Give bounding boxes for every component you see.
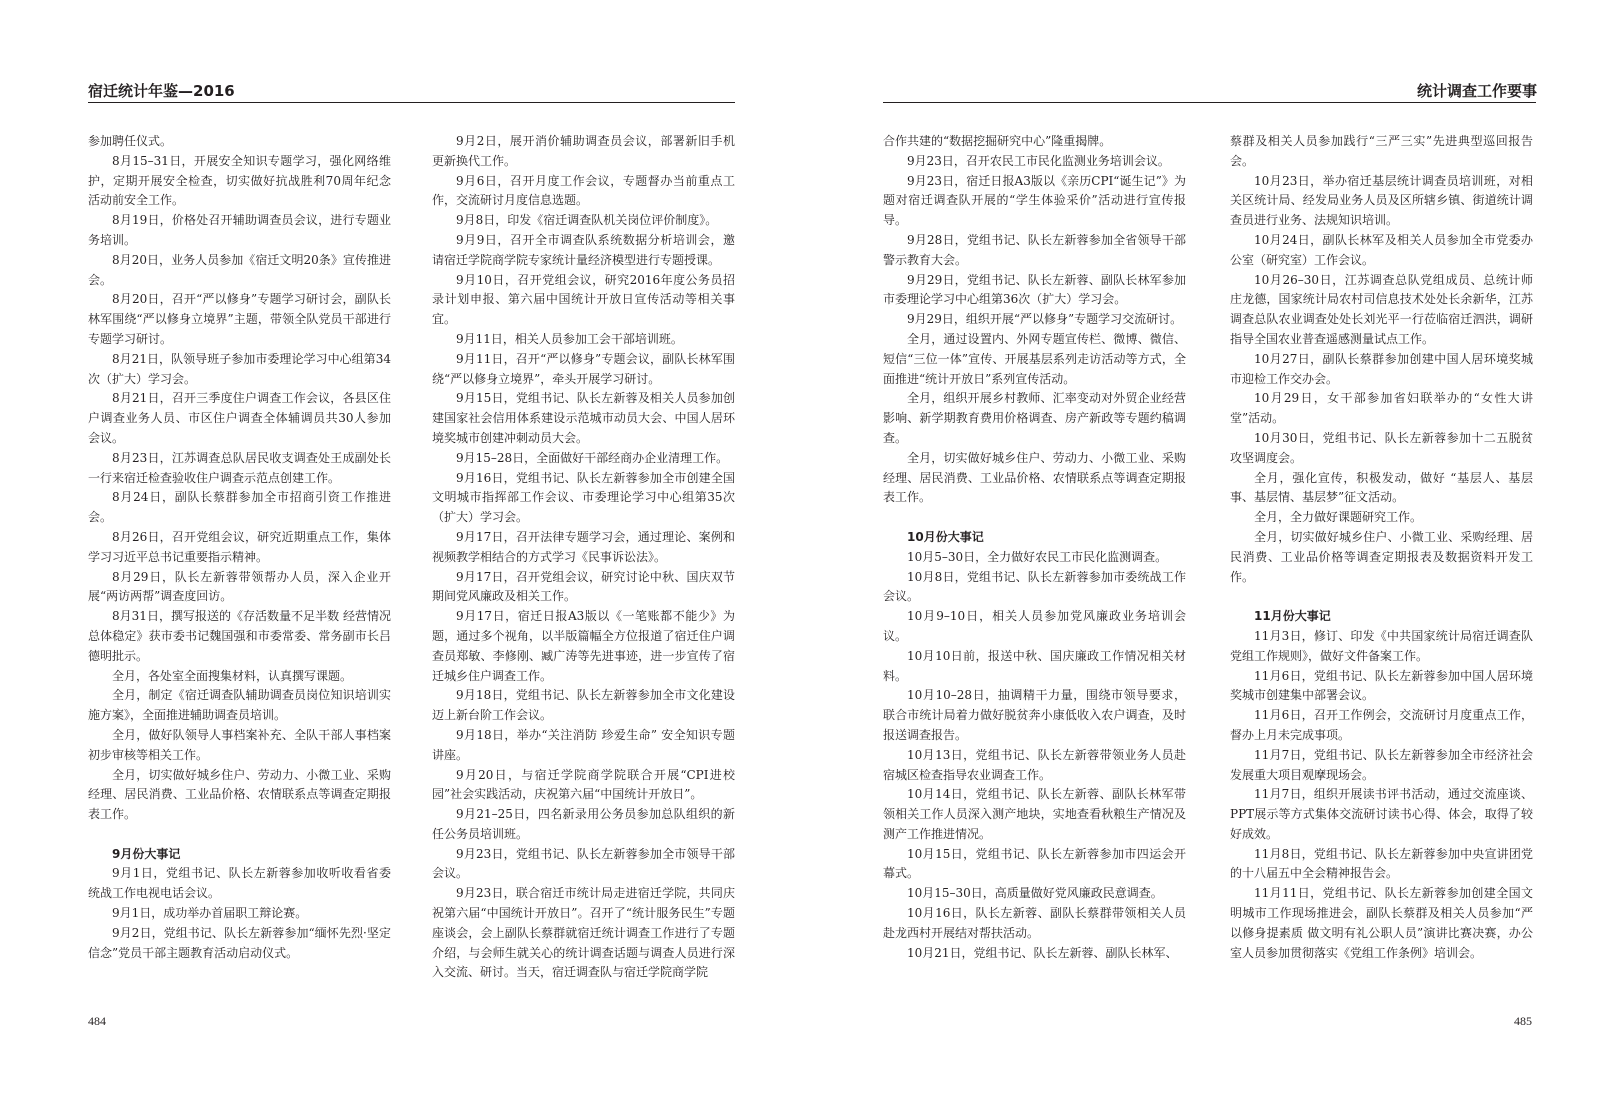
entry-paragraph: 9月23日，党组书记、队长左新蓉参加全市领导干部会议。 [432, 846, 735, 881]
entry-paragraph: 全月，制定《宿迁调查队辅助调查员岗位知识培训实施方案》，全面推进辅助调查员培训。 [88, 688, 391, 723]
entry-paragraph: 全月，全力做好课题研究工作。 [1254, 510, 1423, 525]
entry-paragraph: 全月，切实做好城乡住户、小微工业、采购经理、居民消费、工业品价格等调查定期报表及数据资料开发工作。 [1230, 529, 1533, 584]
section-heading: 11月份大事记 [1254, 609, 1331, 624]
entry-paragraph: 9月15日，党组书记、队长左新蓉及相关人员参加创建国家社会信用体系建设示范城市动员大会、中国人居环境奖城市创建冲刺动员大会。 [432, 391, 735, 445]
entry-paragraph: 11月6日，党组书记、队长左新蓉参加中国人居环境奖城市创建集中部署会议。 [1230, 668, 1533, 703]
entry-paragraph: 9月9日，召开全市调查队系统数据分析培训会，邀请宿迁学院商学院专家统计量经济模型进行专题授课。 [432, 232, 735, 267]
entry-paragraph: 9月10日，召开党组会议，研究2016年度公务员招录计划申报、第六届中国统计开放日宣传活动等相关事宜。 [432, 272, 735, 327]
section-heading: 9月份大事记 [112, 846, 181, 861]
page-number: 485 [1514, 1014, 1532, 1028]
left-page [0, 0, 770, 1099]
continued-paragraph: 参加聘任仪式。 [88, 134, 173, 148]
entry-paragraph: 9月1日，党组书记、队长左新蓉参加收听收看省委统战工作电视电话会议。 [88, 866, 391, 901]
entry-paragraph: 10月10日前，报送中秋、国庆廉政工作情况相关材料。 [883, 648, 1186, 683]
entry-paragraph: 9月11日，相关人员参加工会干部培训班。 [456, 331, 683, 346]
entry-paragraph: 9月15–28日，全面做好干部经商办企业清理工作。 [456, 450, 729, 465]
header-rule [88, 102, 735, 103]
entry-paragraph: 全月，通过设置内、外网专题宣传栏、微博、微信、短信“三位一体”宣传、开展基层系列走访活动等方式，全面推进“统计开放日”系列宣传活动。 [883, 331, 1186, 386]
continued-paragraph: 蔡群及相关人员参加践行“三严三实”先进典型巡回报告会。 [1230, 134, 1533, 168]
entry-paragraph: 10月5–30日，全力做好农民工市民化监测调查。 [907, 549, 1168, 564]
entry-paragraph: 10月15–30日，高质量做好党风廉政民意调查。 [907, 886, 1163, 901]
entry-paragraph: 9月21–25日，四名新录用公务员参加总队组织的新任公务员培训班。 [432, 807, 735, 841]
running-header-title: 统计调查工作要事 [1416, 82, 1537, 100]
entry-paragraph: 10月9–10日，相关人员参加党风廉政业务培训会议。 [883, 609, 1186, 643]
entry-paragraph: 10月8日，党组书记、队长左新蓉参加市委统战工作会议。 [883, 569, 1186, 604]
entry-paragraph: 11月7日，党组书记、队长左新蓉参加全市经济社会发展重大项目观摩现场会。 [1230, 747, 1533, 782]
entry-paragraph: 11月3日，修订、印发《中共国家统计局宿迁调查队党组工作规则》，做好文件备案工作。 [1230, 628, 1533, 663]
entry-paragraph: 9月8日，印发《宿迁调查队机关岗位评价制度》。 [456, 213, 718, 228]
entry-paragraph: 9月20日，与宿迁学院商学院联合开展“CPI进校园”社会实践活动，庆祝第六届“中国统计开放日”。 [432, 767, 735, 802]
entry-paragraph: 11月6日，召开工作例会，交流研讨月度重点工作，督办上月未完成事项。 [1230, 708, 1533, 742]
entry-paragraph: 9月23日，联合宿迁市统计局走进宿迁学院，共同庆祝第六届“中国统计开放日”。召开了“统计服务民生”专题座谈会，会上副队长蔡群就宿迁统计调查工作进行了专题介绍，与会师生就关心的统计调查话题与调查人员进行深入交流、研讨。当天，宿迁调查队与宿迁学院商学院 [432, 886, 735, 980]
entry-paragraph: 9月2日，展开消价辅助调查员会议，部署新旧手机更新换代工作。 [432, 134, 735, 168]
section-heading: 10月份大事记 [907, 529, 984, 544]
entry-paragraph: 9月28日，党组书记、队长左新蓉参加全省领导干部警示教育大会。 [883, 232, 1186, 267]
entry-paragraph: 全月，强化宣传，积极发动，做好 “基层人、基层事、基层情、基层梦”征文活动。 [1230, 470, 1533, 505]
header-rule [883, 102, 1536, 103]
entry-paragraph: 9月18日，党组书记、队长左新蓉参加全市文化建设迈上新台阶工作会议。 [432, 688, 735, 723]
continued-paragraph: 合作共建的“数据挖掘研究中心”隆重揭牌。 [883, 134, 1112, 148]
text-column-2 [432, 132, 735, 1000]
entry-paragraph: 9月2日，党组书记、队长左新蓉参加“缅怀先烈·坚定信念”党员干部主题教育活动启动仪式。 [88, 925, 391, 960]
entry-paragraph: 10月14日，党组书记、队长左新蓉、副队长林军带领相关工作人员深入测产地块，实地查看秋粮生产情况及测产工作推进情况。 [883, 787, 1186, 841]
right-page [839, 0, 1609, 1099]
entry-paragraph: 9月17日，宿迁日报A3版以《一笔账都不能少》为题，通过多个视角，以半版篇幅全方位报道了宿迁住户调查员郑敏、李修刚、臧广涛等先进事迹，进一步宣传了宿迁城乡住户调查工作。 [432, 609, 735, 683]
entry-paragraph: 9月1日，成功举办首届职工辩论赛。 [112, 906, 308, 921]
entry-paragraph: 10月26–30日，江苏调查总队党组成员、总统计师庄龙德，国家统计局农村司信息技术处处长余新华，江苏调查总队农业调查处处长刘光平一行莅临宿迁泗洪，调研指导全国农业普查遥感测量试点工作。 [1230, 272, 1533, 346]
entry-paragraph: 9月6日，召开月度工作会议，专题督办当前重点工作，交流研讨月度信息选题。 [432, 173, 735, 208]
entry-paragraph: 8月15–31日，开展安全知识专题学习，强化网络维护，定期开展安全检查，切实做好抗战胜利70周年纪念活动前安全工作。 [88, 153, 391, 208]
entry-paragraph: 8月20日，业务人员参加《宿迁文明20条》宣传推进会。 [88, 252, 391, 287]
running-header-title: 宿迁统计年鉴—2016 [88, 82, 235, 100]
entry-paragraph: 9月23日，宿迁日报A3版以《亲历CPI“诞生记”》为题对宿迁调查队开展的“学生体验采价”活动进行宣传报导。 [883, 173, 1186, 228]
entry-paragraph: 8月31日，撰写报送的《存活数量不足半数 经营情况总体稳定》获市委书记魏国强和市委常委、常务副市长吕德明批示。 [88, 609, 391, 663]
entry-paragraph: 8月20日，召开“严以修身”专题学习研讨会，副队长林军围绕“严以修身立境界”主题，带领全队党员干部进行专题学习研讨。 [88, 292, 391, 346]
entry-paragraph: 10月16日，队长左新蓉、副队长蔡群带领相关人员赴龙西村开展结对帮扶活动。 [883, 906, 1186, 940]
entry-paragraph: 11月7日，组织开展读书评书活动，通过交流座谈、PPT展示等方式集体交流研讨读书心得、体会，取得了较好成效。 [1230, 787, 1533, 841]
entry-paragraph: 8月26日，召开党组会议，研究近期重点工作，集体学习习近平总书记重要指示精神。 [88, 529, 391, 564]
entry-paragraph: 9月29日，组织开展“严以修身”专题学习交流研讨。 [907, 312, 1183, 327]
entry-paragraph: 全月，切实做好城乡住户、劳动力、小微工业、采购经理、居民消费、工业品价格、农情联系点等调查定期报表工作。 [88, 767, 391, 822]
entry-paragraph: 全月，组织开展乡村教师、汇率变动对外贸企业经营影响、新学期教育费用价格调查、房产新政等专题约稿调查。 [883, 391, 1186, 445]
entry-paragraph: 9月29日，党组书记、队长左新蓉、副队长林军参加市委理论学习中心组第36次（扩大）学习会。 [883, 272, 1186, 307]
entry-paragraph: 8月21日，召开三季度住户调查工作会议，各县区住户调查业务人员、市区住户调查全体辅调员共30人参加会议。 [88, 391, 391, 445]
entry-paragraph: 11月8日，党组书记、队长左新蓉参加中央宣讲团党的十八届五中全会精神报告会。 [1230, 846, 1533, 881]
entry-paragraph: 8月24日，副队长蔡群参加全市招商引资工作推进会。 [88, 490, 391, 525]
entry-paragraph: 8月21日，队领导班子参加市委理论学习中心组第34次（扩大）学习会。 [88, 351, 391, 386]
entry-paragraph: 10月10–28日，抽调精干力量，围绕市领导要求，联合市统计局着力做好脱贫奔小康低收入农户调查，及时报送调查报告。 [883, 688, 1186, 742]
entry-paragraph: 8月23日，江苏调查总队居民收支调查处王成副处长一行来宿迁检查验收住户调查示范点创建工作。 [88, 450, 391, 485]
entry-paragraph: 10月30日，党组书记、队长左新蓉参加十二五脱贫攻坚调度会。 [1230, 430, 1533, 465]
page-number: 484 [88, 1014, 106, 1028]
entry-paragraph: 全月，切实做好城乡住户、劳动力、小微工业、采购经理、居民消费、工业品价格、农情联系点等调查定期报表工作。 [883, 450, 1186, 505]
entry-paragraph: 10月27日，副队长蔡群参加创建中国人居环境奖城市迎检工作交办会。 [1230, 351, 1533, 386]
entry-paragraph: 10月24日，副队长林军及相关人员参加全市党委办公室（研究室）工作会议。 [1230, 232, 1533, 267]
entry-paragraph: 10月13日，党组书记、队长左新蓉带领业务人员赴宿城区检查指导农业调查工作。 [883, 747, 1186, 782]
entry-paragraph: 9月17日，召开法律专题学习会，通过理论、案例和视频教学相结合的方式学习《民事诉讼法》。 [432, 529, 735, 564]
entry-paragraph: 10月23日，举办宿迁基层统计调查员培训班，对相关区统计局、经发局业务人员及区所辖乡镇、街道统计调查员进行业务、法规知识培训。 [1230, 173, 1533, 228]
entry-paragraph: 10月21日，党组书记、队长左新蓉、副队长林军、 [907, 945, 1178, 960]
entry-paragraph: 9月16日，党组书记、队长左新蓉参加全市创建全国文明城市指挥部工作会议、市委理论学习中心组第35次（扩大）学习会。 [432, 470, 735, 525]
entry-paragraph: 10月15日，党组书记、队长左新蓉参加市四运会开幕式。 [883, 846, 1186, 881]
entry-paragraph: 10月29日，女干部参加省妇联举办的“女性大讲堂”活动。 [1230, 391, 1533, 426]
entry-paragraph: 8月29日，队长左新蓉带领帮办人员，深入企业开展“两访两帮”调查度回访。 [88, 569, 391, 604]
text-column-1 [883, 132, 1186, 1000]
entry-paragraph: 9月17日，召开党组会议，研究讨论中秋、国庆双节期间党风廉政及相关工作。 [432, 569, 735, 604]
text-column-1 [88, 132, 391, 1000]
entry-paragraph: 全月，做好队领导人事档案补充、全队干部人事档案初步审核等相关工作。 [88, 727, 391, 762]
entry-paragraph: 11月11日，党组书记、队长左新蓉参加创建全国文明城市工作现场推进会，副队长蔡群及相关人员参加“严以修身提素质 做文明有礼公职人员”演讲比赛决赛，办公室人员参加贯彻落实《党组工作条例》培训会。 [1230, 886, 1533, 960]
entry-paragraph: 9月11日，召开“严以修身”专题会议，副队长林军围绕“严以修身立境界”，牵头开展学习研讨。 [432, 351, 735, 386]
entry-paragraph: 9月18日，举办“关注消防 珍爱生命” 安全知识专题讲座。 [432, 727, 735, 762]
entry-paragraph: 8月19日，价格处召开辅助调查员会议，进行专题业务培训。 [88, 213, 391, 247]
entry-paragraph: 全月，各处室全面搜集材料，认真撰写课题。 [112, 668, 353, 683]
text-column-2 [1230, 132, 1533, 1000]
entry-paragraph: 9月23日，召开农民工市民化监测业务培训会议。 [907, 153, 1170, 168]
